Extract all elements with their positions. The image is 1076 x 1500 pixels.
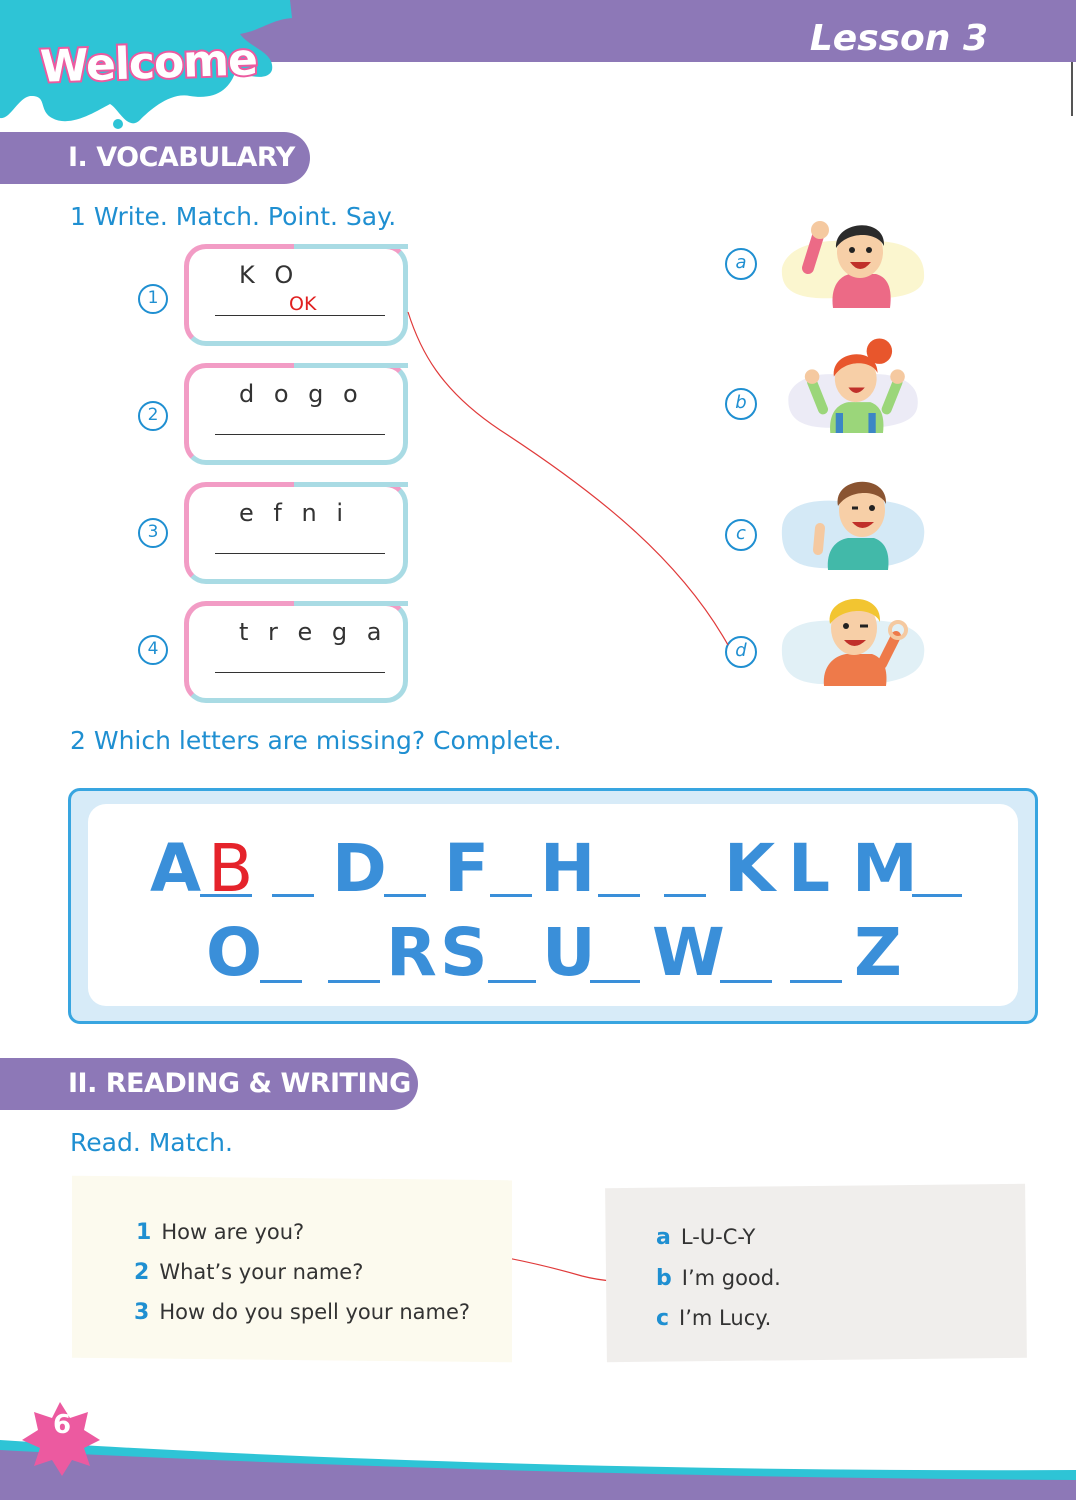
alphabet-letter: W — [652, 914, 725, 991]
picture-letter-a[interactable]: a — [725, 248, 757, 280]
letter-blank[interactable] — [490, 894, 532, 897]
filled-letter-answer[interactable]: B — [208, 830, 254, 907]
letter-blank[interactable] — [720, 980, 772, 983]
alphabet-letter: H — [540, 830, 596, 907]
exercise-2-instruction: 2 Which letters are missing? Complete. — [70, 726, 562, 755]
written-answer[interactable]: OK — [289, 293, 317, 315]
question-text: How do you spell your name? — [159, 1300, 471, 1324]
letter-blank[interactable] — [384, 894, 426, 897]
alphabet-letter: U — [542, 914, 596, 991]
letter-blank[interactable] — [790, 980, 842, 983]
alphabet-letter: K — [724, 830, 776, 907]
item-number-3: 3 — [138, 518, 168, 548]
scrambled-letters: t r e g a — [239, 618, 388, 646]
answer-letter: c — [656, 1306, 670, 1331]
letter-blank[interactable] — [260, 980, 302, 983]
lesson-title: Lesson 3 — [809, 18, 988, 59]
question-text: What’s your name? — [159, 1260, 364, 1284]
answer-letter: b — [656, 1266, 672, 1291]
letter-blank[interactable] — [664, 894, 706, 897]
answer-text: I’m good. — [681, 1266, 781, 1290]
letter-blank[interactable] — [200, 894, 252, 897]
alphabet-letter: O — [206, 914, 263, 991]
footer-wave — [0, 1400, 1076, 1500]
answer-text: I’m Lucy. — [679, 1306, 772, 1330]
section-header-vocabulary: I. VOCABULARY — [0, 132, 310, 184]
question-number: 2 — [134, 1260, 150, 1285]
picture-letter-c[interactable]: c — [725, 519, 757, 551]
unit-title: Welcome — [39, 34, 258, 93]
question-2[interactable] — [134, 1260, 363, 1285]
letter-blank[interactable] — [328, 980, 380, 983]
alphabet-letter: R — [386, 914, 437, 991]
letter-blank[interactable] — [598, 894, 640, 897]
answer-a[interactable] — [656, 1225, 755, 1250]
alphabet-letter: A — [150, 830, 202, 907]
scrambled-letters: K O — [239, 261, 300, 289]
letter-blank[interactable] — [488, 980, 536, 983]
letter-blank[interactable] — [912, 894, 962, 897]
alphabet-letter: L — [788, 830, 831, 907]
alphabet-letter: D — [332, 830, 387, 907]
letter-blank[interactable] — [590, 980, 640, 983]
alphabet-letter: M — [852, 830, 918, 907]
scrambled-letters: d o g o — [239, 380, 364, 408]
question-number: 3 — [134, 1300, 150, 1325]
answer-c[interactable] — [656, 1306, 771, 1331]
question-1[interactable] — [136, 1220, 304, 1245]
alphabet-letter: Z — [854, 914, 902, 991]
item-number-2: 2 — [138, 401, 168, 431]
section-header-reading-writing: II. READING & WRITING — [0, 1058, 418, 1110]
question-3[interactable] — [134, 1300, 470, 1325]
item-number-4: 4 — [138, 635, 168, 665]
exercise-1-instruction: 1 Write. Match. Point. Say. — [70, 202, 397, 231]
picture-letter-b[interactable]: b — [725, 388, 757, 420]
answer-b[interactable] — [656, 1266, 781, 1291]
answer-text: L-U-C-Y — [680, 1225, 756, 1249]
alphabet-letter: F — [444, 830, 490, 907]
picture-letter-d[interactable]: d — [725, 636, 757, 668]
question-text: How are you? — [161, 1220, 305, 1244]
letter-blank[interactable] — [272, 894, 314, 897]
answer-letter: a — [656, 1225, 671, 1250]
alphabet-letter: S — [440, 914, 488, 991]
reading-instruction: Read. Match. — [70, 1128, 233, 1157]
scrambled-letters: e f n i — [239, 499, 349, 527]
match-line-1-d — [408, 312, 728, 645]
item-number-1: 1 — [138, 284, 168, 314]
page-number: 6 — [52, 1410, 72, 1440]
question-number: 1 — [136, 1220, 152, 1245]
